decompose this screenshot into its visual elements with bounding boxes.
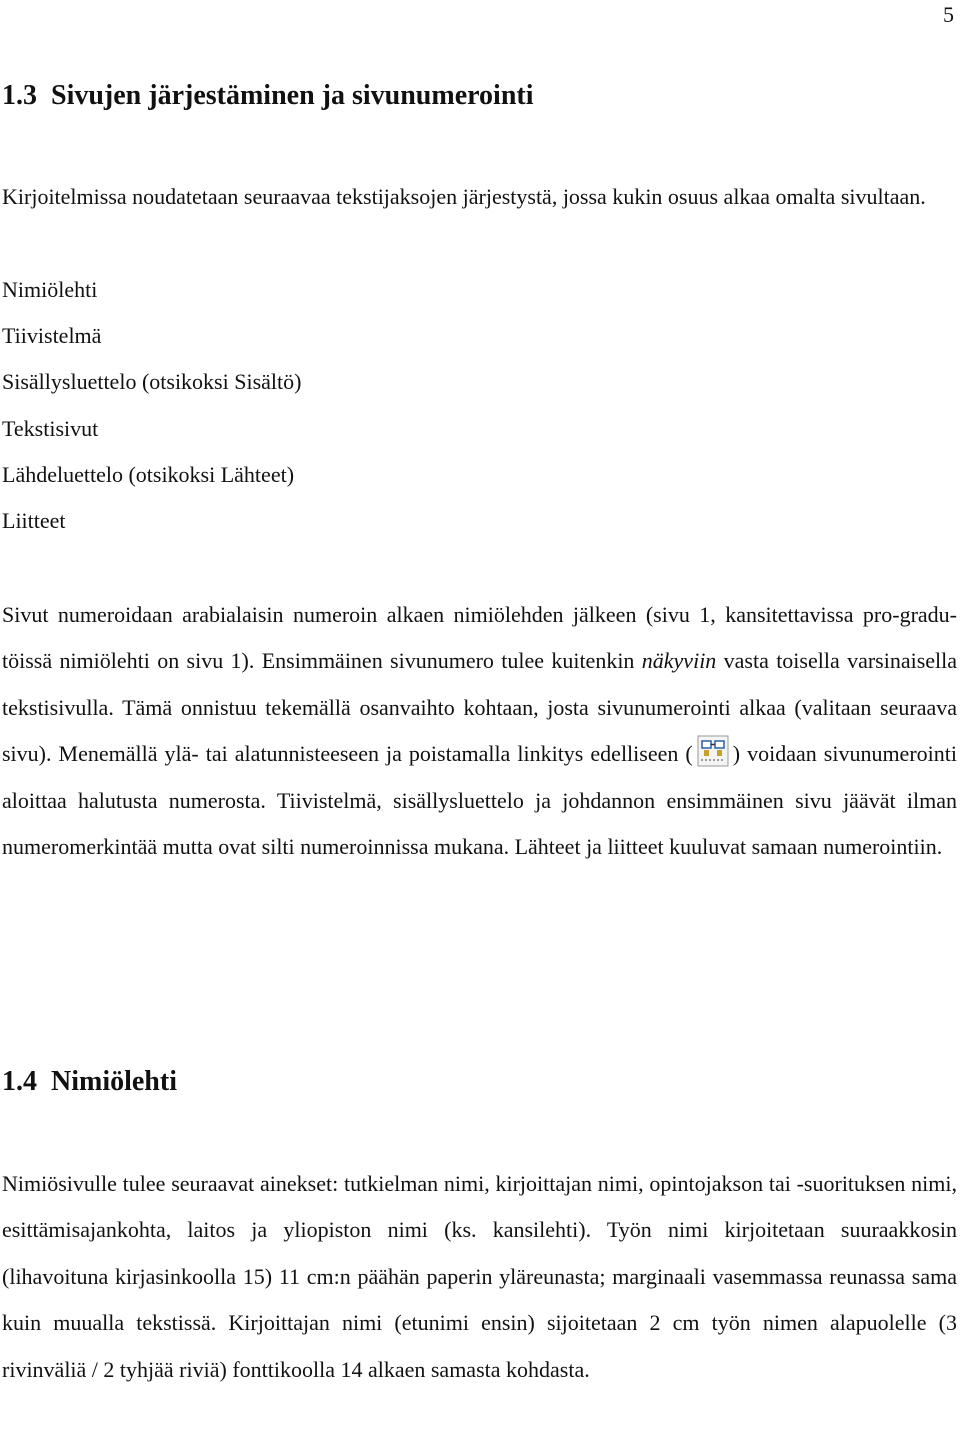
section-heading-1-4 [2,1066,177,1098]
order-item: Sisällysluettelo (otsikoksi Sisältö) [2,369,302,394]
order-item: Lähdeluettelo (otsikoksi Lähteet) [2,462,295,487]
section-title: Sivujen järjestäminen ja sivunumerointi [51,80,534,111]
order-item: Tekstisivut [2,416,99,441]
link-to-previous-icon [697,735,729,767]
intro-paragraph: Kirjoitelmissa noudatetaan seuraavaa tekstijaksojen järjestystä, jossa kukin osuus alkaa omalta sivultaan. [2,184,926,209]
section-number: 1.3 [2,80,37,111]
numbering-paragraph [2,592,957,870]
paragraph-text: vasta toisella varsinaisella tekstisivulla. Tämä onnistuu tekemällä osanvaihto kohtaan, josta sivunumerointi alkaa (valitaan seuraava sivu). Menemällä ylä- tai alatunnisteeseen ja poistamalla linkitys edelliseen ( [2,648,958,767]
title-page-paragraph: Nimiösivulle tulee seuraavat ainekset: tutkielman nimi, kirjoittajan nimi, opintojakson tai -suorituksen nimi, esittämisajankohta, laitos ja yliopiston nimi (ks. kansilehti). Työn nimi kirjoitetaan suuraakkosin (lihavoituna kirjasinkoolla 15) 11 cm:n päähän paperin yläreunasta; marginaali vasemmassa reunassa sama kuin muualla tekstissä. Kirjoittajan nimi (etunimi ensin) sijoitetaan 2 cm työn nimen alapuolelle (3 rivinväliä / 2 tyhjää riviä) fonttikoolla 14 alkaen samasta kohdasta. [2,1171,957,1382]
section-title: Nimiölehti [51,1066,177,1097]
order-item: Nimiölehti [2,277,98,302]
paragraph-text: Sivut numeroidaan arabialaisin numeroin alkaen nimiölehden jälkeen (sivu 1, kansitettavissa pro-gradu-töissä nimiölehti on sivu 1). Ensimmäinen sivunumero tulee kuitenkin [2,602,957,674]
order-item: Tiivistelmä [2,323,102,348]
paragraph-text: ) voidaan sivunumerointi aloittaa halutusta numerosta. Tiivistelmä, sisällysluettelo ja johdannon ensimmäinen sivu jäävät ilman numeromerkintää mutta ovat silti numeroinnissa mukana. Lähteet ja liitteet kuuluvat samaan numerointiin. [2,741,957,860]
section-number: 1.4 [2,1066,37,1097]
order-item: Liitteet [2,508,66,533]
emphasized-word: näkyviin [641,648,717,674]
section-heading-1-3 [2,80,534,112]
page-number: 5 [943,2,954,27]
